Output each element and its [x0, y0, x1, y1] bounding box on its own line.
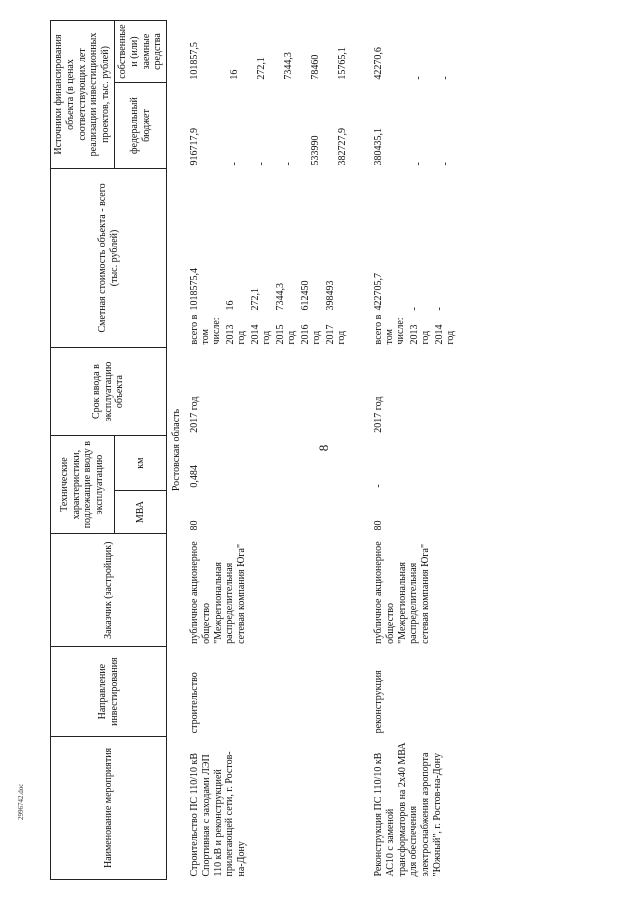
- cost-value: 7344,3: [274, 282, 286, 311]
- year-label: всего в том числе:: [188, 314, 222, 345]
- header-cost: Сметная стоимость объекта - всего (тыс. рублей): [51, 168, 167, 347]
- own-value: 16: [228, 69, 240, 80]
- project-customer: публичное акционерное общество "Межрегиональная распределительная сетевая компания Юга": [372, 541, 432, 644]
- federal-breakdown: [187, 83, 363, 169]
- own-value: 78460: [309, 54, 321, 80]
- header-deadline: Срок ввода в эксплуатацию объекта: [51, 347, 167, 435]
- project-mva: 80: [188, 520, 200, 531]
- own-value: 101857,5: [188, 42, 200, 80]
- cost-value: 1018575,4: [188, 267, 200, 311]
- year-label: 2013 год: [224, 324, 247, 345]
- project-mva: 80: [372, 520, 384, 531]
- header-sources: Источники финансирования объекта (в ценах соответствующих лет реализации инвестиционных проектов, тыс. рублей): [51, 21, 115, 169]
- cost-value: 398493: [324, 280, 336, 311]
- project-cost-breakdown: [363, 168, 466, 347]
- header-direction: Направление инвестирования: [51, 647, 167, 736]
- year-label: всего в том числе:: [372, 314, 406, 345]
- own-value: 272,1: [255, 57, 267, 80]
- project-cost-breakdown: [187, 168, 363, 347]
- header-name: Наименование мероприятия: [51, 736, 167, 879]
- federal-value: 382727,9: [336, 127, 348, 166]
- header-mva: МВА: [114, 491, 166, 534]
- region-label: Ростовская область: [171, 408, 183, 492]
- project-customer: публичное акционерное общество "Межрегиональная распределительная сетевая компания Юга": [188, 541, 248, 644]
- header-federal: федеральный бюджет: [114, 83, 166, 169]
- header-tech: Технические характеристики, подлежащие вводу в эксплуатацию: [51, 436, 115, 534]
- year-label: 2015 год: [274, 324, 297, 345]
- federal-value: 916717,9: [188, 127, 200, 166]
- project-name: Строительство ПС 110/10 кВ Спортивная с заходами ЛЭП 110 кВ и реконструкцией прилегающей сети, г. Ростов-на-Дону: [188, 751, 248, 877]
- own-value: -: [412, 76, 424, 80]
- project-direction: реконструкция: [372, 670, 384, 734]
- own-value: 42270,6: [372, 47, 384, 80]
- own-breakdown: [187, 21, 363, 83]
- own-value: 15765,1: [336, 47, 348, 80]
- table-row: [187, 21, 363, 880]
- header-customer: Заказчик (застройщик): [51, 534, 167, 647]
- federal-value: -: [412, 162, 424, 166]
- federal-breakdown: [363, 83, 466, 169]
- project-name: Реконструкция ПС 110/10 кВ АС10 с заменой трансформаторов на 2х40 МВА для обеспечения электроснабжения аэропорта "Южный", г. Ростов-на-Дону: [372, 742, 443, 877]
- year-label: 2013 год: [408, 324, 431, 345]
- federal-value: -: [439, 162, 451, 166]
- project-direction: строительство: [188, 672, 200, 734]
- own-breakdown: [363, 21, 466, 83]
- year-label: 2016 год: [299, 324, 322, 345]
- federal-value: 380435,1: [372, 127, 384, 166]
- own-value: 7344,3: [282, 52, 294, 80]
- year-label: 2014 год: [249, 324, 272, 345]
- federal-value: -: [228, 162, 240, 166]
- page-number: 8: [316, 444, 331, 452]
- cost-value: 612450: [299, 280, 311, 311]
- header-own: собственные и (или) заемные средства: [114, 21, 166, 83]
- federal-value: -: [255, 162, 267, 166]
- own-value: -: [439, 76, 451, 80]
- year-label: 2017 год: [324, 324, 347, 345]
- year-label: 2014 год: [433, 324, 456, 345]
- federal-value: 533990: [309, 135, 321, 166]
- cost-value: 272,1: [249, 287, 261, 311]
- cost-value: -: [433, 307, 445, 311]
- project-deadline: 2017 год: [372, 396, 384, 433]
- document-code: 2996742.doc: [17, 783, 25, 820]
- project-km: 0,484: [188, 465, 200, 488]
- investment-table-page: [50, 20, 615, 880]
- header-km: км: [114, 436, 166, 491]
- cost-value: 16: [224, 300, 236, 311]
- table-row: [363, 21, 466, 880]
- project-km: -: [372, 484, 384, 488]
- cost-value: 422705,7: [372, 272, 384, 311]
- federal-value: -: [282, 162, 294, 166]
- investment-table: [50, 20, 466, 880]
- cost-value: -: [408, 307, 420, 311]
- project-deadline: 2017 год: [188, 396, 200, 433]
